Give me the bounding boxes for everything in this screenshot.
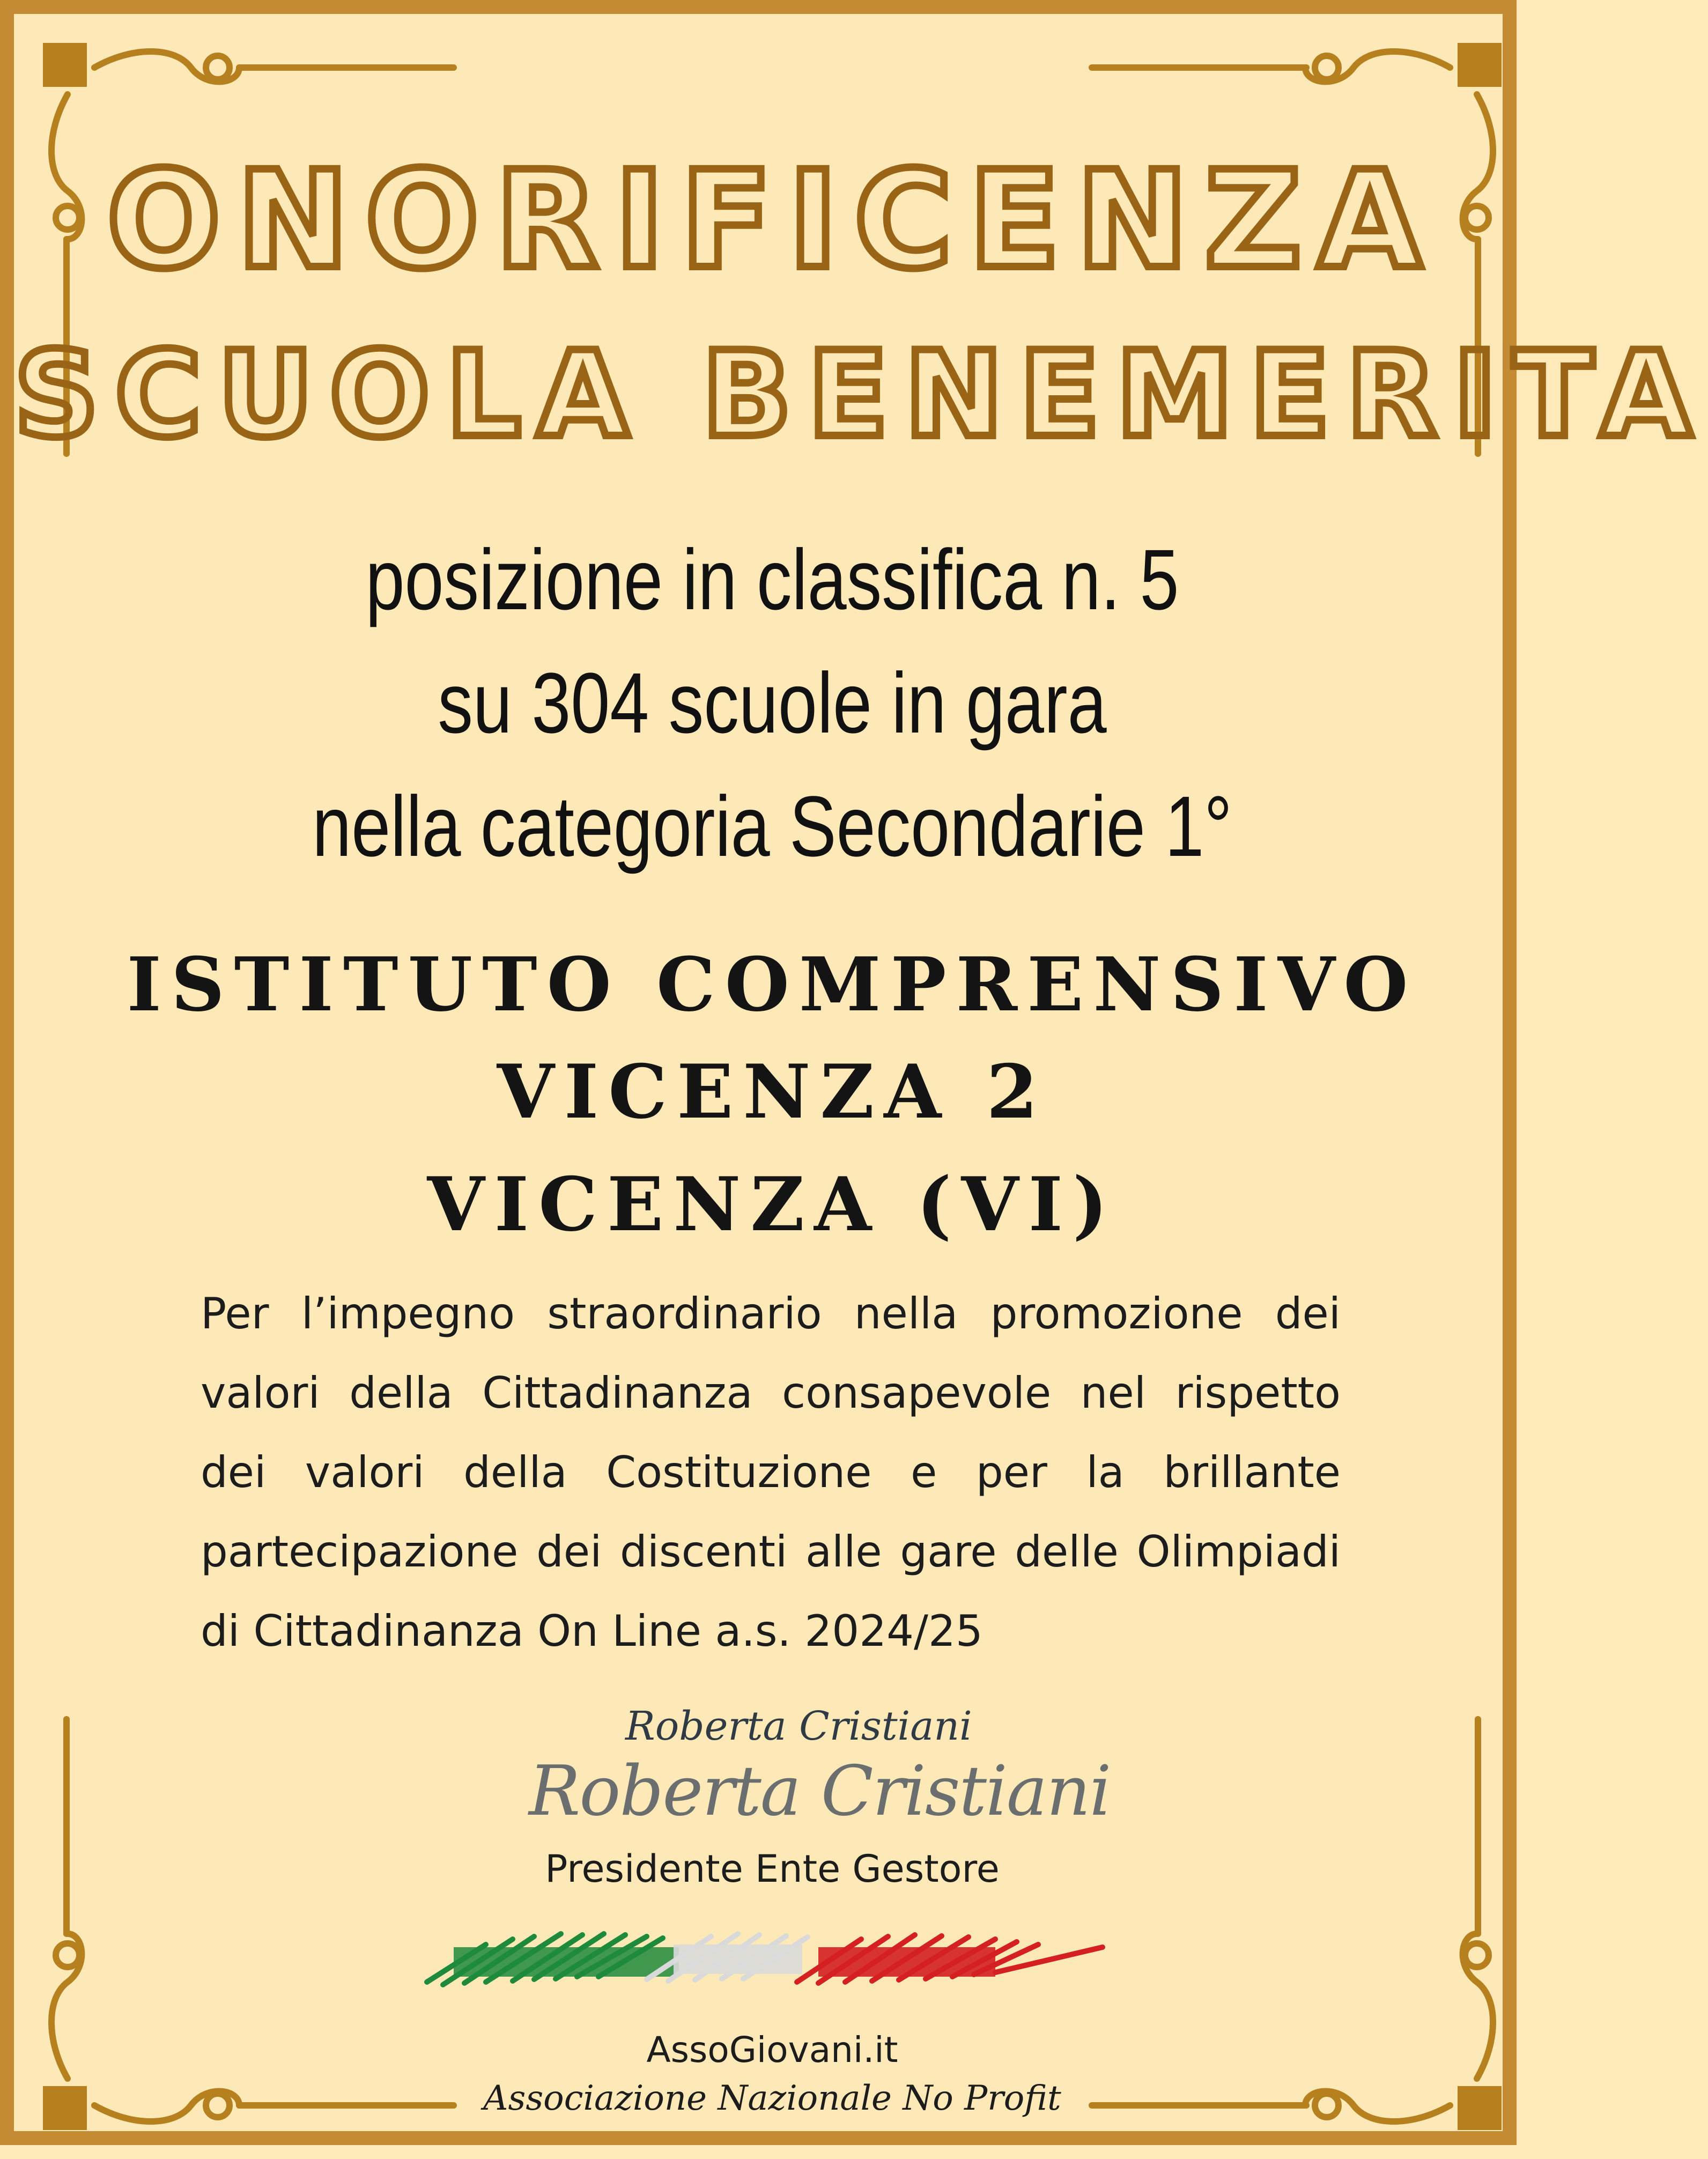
school-name: ISTITUTO COMPRENSIVO: [127, 941, 1418, 1028]
signature-name: Roberta Cristiani: [625, 1703, 972, 1749]
category-line: nella categoria Secondarie 1°: [312, 778, 1232, 874]
school-location: VICENZA (VI): [427, 1160, 1118, 1248]
schools-count-line: su 304 scuole in gara: [438, 655, 1107, 751]
certificate-title: ONORIFICENZA: [107, 142, 1438, 298]
italian-flag-brush-icon: [422, 1923, 1113, 1993]
signer-role: Presidente Ente Gestore: [545, 1847, 1000, 1891]
signature-scribble: Roberta Cristiani: [529, 1751, 1111, 1831]
school-name-city: VICENZA 2: [497, 1048, 1048, 1135]
certificate-subtitle: SCUOLA BENEMERITA: [14, 326, 1708, 463]
rank-line: posizione in classifica n. 5: [365, 531, 1179, 627]
motivation-text: Per l’impegno straordinario nella promozione dei valori della Cittadinanza consapevole nel rispetto dei valori della Costituzione e per la brillante partecipazione dei discenti alle gare delle Olimpiadi di Cittadinanza On Line a.s. 2024/25: [201, 1289, 1341, 1656]
organization-website: AssoGiovani.it: [646, 2029, 898, 2071]
organization-description: Associazione Nazionale No Profit: [483, 2079, 1061, 2118]
